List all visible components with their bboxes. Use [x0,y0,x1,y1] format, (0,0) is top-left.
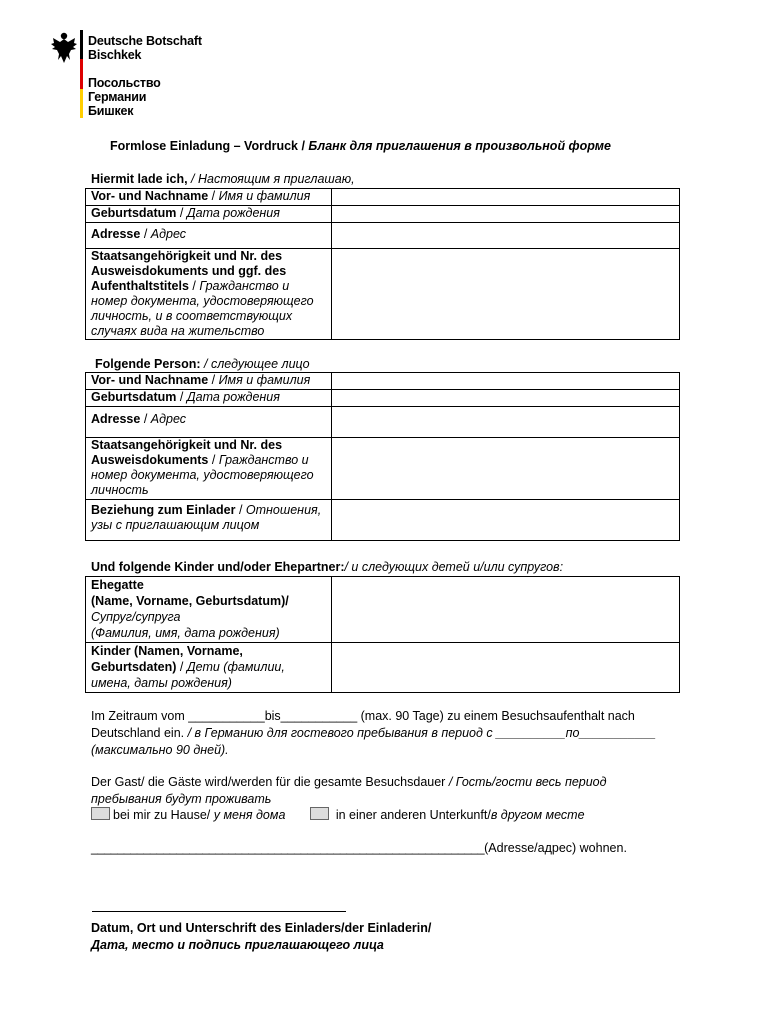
section1-intro: Hiermit lade ich, / Настоящим я приглашаю, [91,172,355,186]
table-row: Geburtsdatum / Дата рождения [86,206,680,223]
flag-stripe [80,30,83,118]
section3-intro: Und folgende Kinder und/oder Ehepartner:/ и следующих детей и/или супругов: [91,560,564,574]
inviter-address-field[interactable] [332,223,680,249]
visit-period: Im Zeitraum vom ___________bis___________ (max. 90 Tage) zu einem Besuchsaufenthalt nach Deutschland ein. / в Германию для гостевого пребывания в период с __________по___________ (максимально 90 дней). [91,709,656,757]
federal-eagle-icon [50,30,78,64]
address-line: ____________________________________________________________(Adresse/адрес) wohnen. [91,841,627,855]
signature-line[interactable] [92,911,346,912]
flag-black [80,30,83,59]
other-accommodation-checkbox[interactable] [310,807,329,820]
section2-intro: Folgende Person: / следующее лицо [95,357,310,371]
table-row: Beziehung zum Einlader / Отношения, узы с приглашающим лицом [86,500,680,541]
table-row: Staatsangehörigkeit und Nr. des Ausweisdokuments und ggf. des Aufenthaltstitels / Гражданство и номер документа, удостоверяющего личность, и в соответствующих случаях вида на жительство [86,249,680,340]
inviter-table [85,188,680,340]
org-name-ru: Посольство Германии Бишкек [88,76,161,118]
family-table [85,576,680,693]
flag-gold [80,89,83,118]
org-name-de: Deutsche Botschaft Bischkek [88,34,202,62]
table-row: Ehegatte (Name, Vorname, Geburtsdatum)/ Супруг/супруга (Фамилия, имя, дата рождения) [86,577,680,643]
guest-relationship-field[interactable] [332,500,680,541]
table-row: Geburtsdatum / Дата рождения [86,390,680,407]
at-home-checkbox[interactable] [91,807,110,820]
guest-name-field[interactable] [332,373,680,390]
inviter-birthdate-field[interactable] [332,206,680,223]
flag-red [80,59,83,88]
inviter-name-field[interactable] [332,189,680,206]
guest-birthdate-field[interactable] [332,390,680,407]
table-row: Vor- und Nachname / Имя и фамилия [86,189,680,206]
form-title: Formlose Einladung – Vordruck / Бланк для приглашения в произвольной форме [110,139,611,153]
spouse-field[interactable] [332,577,680,643]
table-row: Vor- und Nachname / Имя и фамилия [86,373,680,390]
guest-address-field[interactable] [332,407,680,438]
table-row: Staatsangehörigkeit und Nr. des Ausweisdokuments / Гражданство и номер документа, удостоверяющего личность [86,438,680,500]
guest-table [85,372,680,541]
inviter-document-field[interactable] [332,249,680,340]
table-row: Adresse / Адрес [86,407,680,438]
accommodation: Der Gast/ die Gäste wird/werden für die gesamte Besuchsdauer / Гость/гости весь период пребывания будут проживать bei mir zu Hause/ у меня дома in einer anderen Unterkunft/в другом месте [91,775,607,822]
address-blank[interactable]: ____________________________________________________________ [91,841,485,855]
table-row: Kinder (Namen, Vorname, Geburtsdaten) / Дети (фамилии, имена, даты рождения) [86,643,680,693]
guest-document-field[interactable] [332,438,680,500]
signature-label: Datum, Ort und Unterschrift des Einladers/der Einladerin/ Дата, место и подпись приглашающего лица [91,921,432,952]
children-field[interactable] [332,643,680,693]
table-row: Adresse / Адрес [86,223,680,249]
